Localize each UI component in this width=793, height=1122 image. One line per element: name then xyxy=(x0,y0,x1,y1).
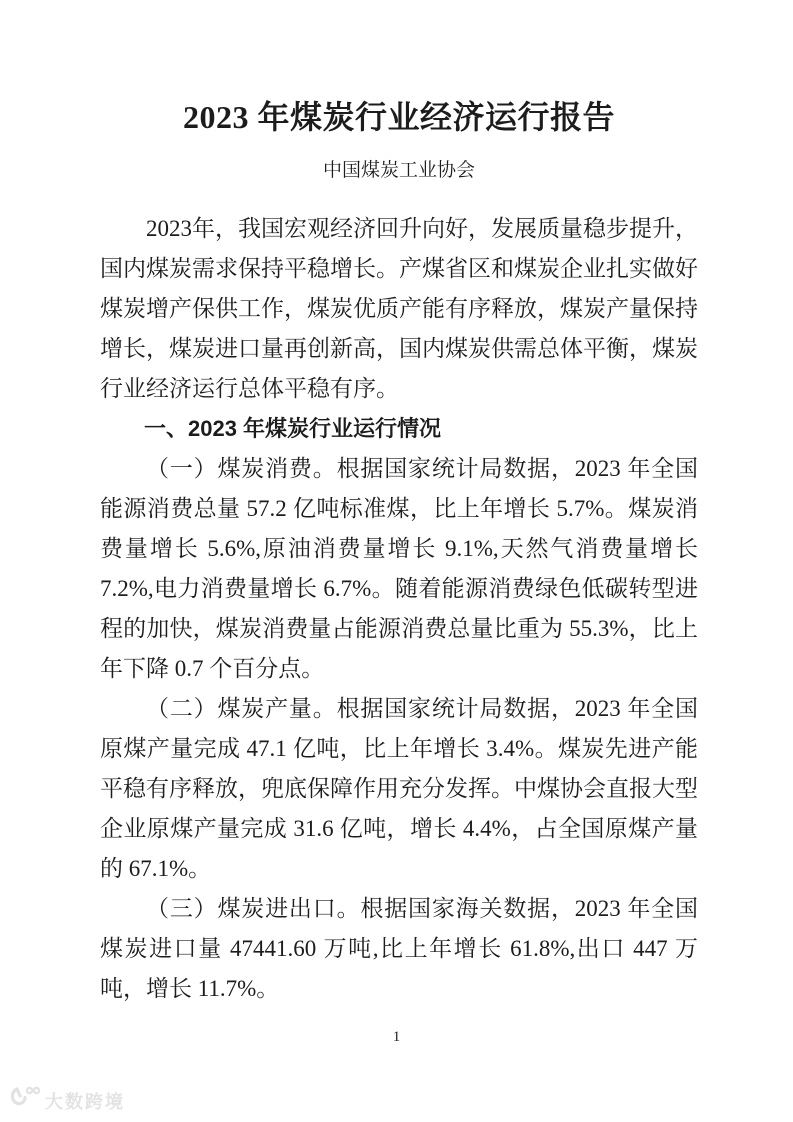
watermark xyxy=(10,1086,125,1115)
page-number: 1 xyxy=(392,1029,401,1045)
document-author: 中国煤炭工业协会 xyxy=(322,160,475,181)
intro-paragraph: 2023年，我国宏观经济回升向好，发展质量稳步提升，国内煤炭需求保持平稳增长。产煤省区和煤炭企业扎实做好煤炭增产保供工作，煤炭优质产能有序释放，煤炭产量保持增长，煤炭进口量再创新高，国内煤炭供需总体平衡，煤炭行业经济运行总体平稳有序。 xyxy=(100,216,698,401)
watermark-text: 大数跨境 xyxy=(45,1091,125,1112)
paragraph-coal-consumption: （一）煤炭消费。根据国家统计局数据，2023 年全国能源消费总量 57.2 亿吨标准煤，比上年增长 5.7%。煤炭消费量增长 5.6%,原油消费量增长 9.1%,天然气消费量增长 7.2%,电力消费量增长 6.7%。随着能源消费绿色低碳转型进程的加快，煤炭消费量占能源消费总量比重为 55.3%，比上年下降 0.7 个百分点。 xyxy=(100,456,698,681)
paragraph-coal-import-export: （三）煤炭进出口。根据国家海关数据，2023 年全国煤炭进口量 47441.60 万吨,比上年增长 61.8%,出口 447 万吨，增长 11.7%。 xyxy=(100,896,698,1001)
document-title: 2023 年煤炭行业经济运行报告 xyxy=(182,99,615,135)
section-1-heading: 一、2023 年煤炭行业运行情况 xyxy=(144,416,442,441)
paragraph-coal-production: （二）煤炭产量。根据国家统计局数据，2023 年全国原煤产量完成 47.1 亿吨，比上年增长 3.4%。煤炭先进产能平稳有序释放，兜底保障作用充分发挥。中煤协会直报大型企业原煤产量完成 31.6 亿吨，增长 4.4%，占全国原煤产量的 67.1%。 xyxy=(100,696,698,881)
dashukuajing-logo-icon xyxy=(10,1086,40,1115)
